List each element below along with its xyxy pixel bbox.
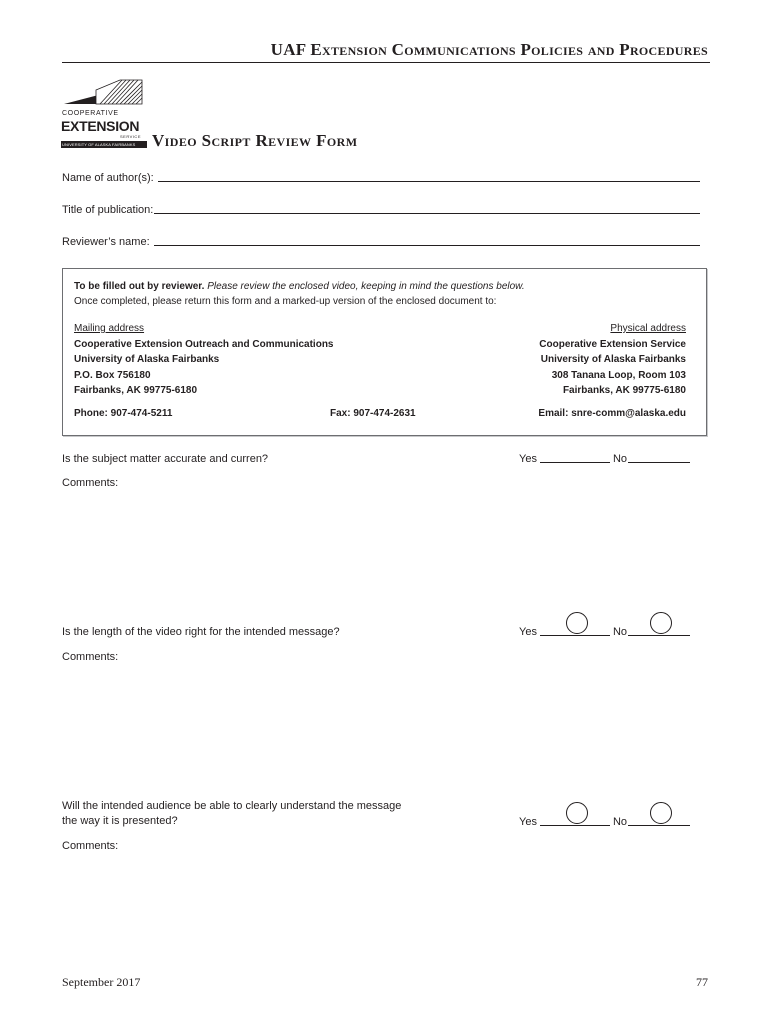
no-radio-circle[interactable] [650, 802, 672, 824]
no-label: No [612, 816, 628, 828]
no-line[interactable] [628, 452, 690, 463]
no-label: No [612, 626, 628, 638]
question-3-line-1: Will the intended audience be able to clearly understand the message [62, 800, 402, 812]
yes-label: Yes [519, 626, 537, 638]
yes-label: Yes [519, 453, 537, 465]
form-title: Video Script Review Form [152, 131, 358, 150]
no-radio-circle[interactable] [650, 612, 672, 634]
mailing-line-3: P.O. Box 756180 [74, 369, 151, 381]
question-1-answer[interactable] [519, 452, 690, 465]
physical-line-3: 308 Tanana Loop, Room 103 [551, 369, 686, 381]
logo-line-2: EXTENSION [61, 118, 140, 134]
mailing-line-4: Fairbanks, AK 99775-6180 [74, 385, 198, 396]
physical-line-4: Fairbanks, AK 99775-6180 [562, 385, 686, 396]
contact-phone: Phone: 907-474-5211 [74, 408, 173, 419]
page-number: 77 [696, 975, 708, 989]
physical-heading: Physical address [610, 323, 686, 334]
instructions-line-1 [74, 281, 525, 292]
yes-line[interactable] [540, 452, 610, 463]
yes-radio-circle[interactable] [566, 802, 588, 824]
footer-date: September 2017 [62, 975, 141, 989]
question-2-text: Is the length of the video right for the intended message? [62, 626, 340, 638]
physical-address [539, 321, 686, 399]
publication-label: Title of publication: [62, 204, 154, 216]
question-3-text [62, 799, 401, 829]
question-1-comments: Comments: [62, 477, 119, 489]
mailing-line-2: University of Alaska Fairbanks [74, 354, 220, 365]
mailing-line-1: Cooperative Extension Outreach and Communications [74, 338, 334, 350]
reviewer-label: Reviewer’s name: [62, 236, 150, 248]
contact-fax: Fax: 907-474-2631 [330, 408, 416, 419]
question-3-comments: Comments: [62, 840, 119, 852]
instructions-bold: To be filled out by reviewer. [74, 281, 205, 292]
logo-line-1: COOPERATIVE [62, 110, 119, 117]
physical-line-1: Cooperative Extension Service [539, 338, 686, 350]
contact-email: Email: snre-comm@alaska.edu [538, 408, 686, 419]
logo-line-4: UNIVERSITY OF ALASKA FAIRBANKS [61, 141, 147, 148]
reviewer-line[interactable] [154, 235, 700, 246]
yes-radio-circle[interactable] [566, 612, 588, 634]
mailing-heading: Mailing address [74, 323, 145, 334]
instructions-italic: Please review the enclosed video, keeping in mind the questions below. [207, 281, 525, 292]
question-1-text: Is the subject matter accurate and curren? [62, 453, 269, 465]
header-rule [62, 62, 710, 63]
physical-line-2: University of Alaska Fairbanks [540, 354, 686, 365]
question-2-comments: Comments: [62, 651, 119, 663]
authors-label: Name of author(s): [62, 172, 154, 184]
mailing-address [74, 321, 334, 399]
instructions-line-2: Once completed, please return this form and a marked-up version of the enclosed document to: [74, 296, 497, 307]
header-title: UAF Extension Communications Policies and Procedures [270, 40, 708, 59]
no-label: No [612, 453, 628, 465]
authors-line[interactable] [158, 171, 700, 182]
question-3-line-2: the way it is presented? [62, 815, 178, 827]
cooperative-extension-logo [60, 76, 150, 151]
reviewer-field[interactable] [62, 235, 700, 248]
yes-label: Yes [519, 816, 537, 828]
authors-field[interactable] [62, 171, 700, 184]
publication-field[interactable] [62, 203, 700, 216]
publication-line[interactable] [154, 203, 700, 214]
logo-line-3: SERVICE [120, 134, 141, 139]
